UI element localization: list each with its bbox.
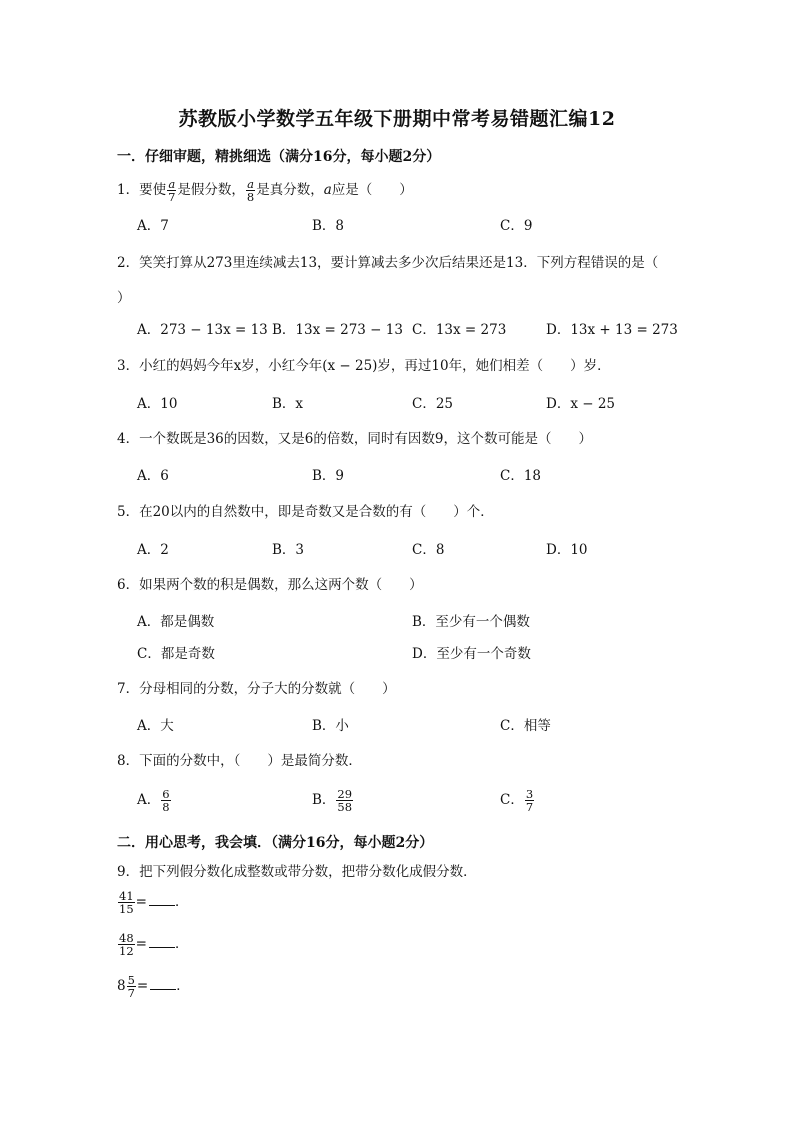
question-6: 6．如果两个数的积是偶数，那么这两个数（ ） [117, 577, 423, 593]
fill-in-item: 8 $\frac{5}{7}$ = ． [117, 973, 190, 1000]
question-4: 4．一个数既是36的因数，又是6的倍数，同时有因数9，这个数可能是（ ） [117, 431, 592, 447]
option[interactable]: A．大 [137, 718, 174, 734]
question-7: 7．分母相同的分数，分子大的分数就（ ） [117, 681, 396, 697]
option[interactable]: D．10 [546, 542, 588, 558]
option[interactable]: A．6 [137, 468, 169, 484]
fraction: $\frac{3}{7}$ [525, 787, 534, 814]
option[interactable]: C．9 [500, 218, 533, 234]
option[interactable]: A．273 − 13x = 13 [137, 322, 268, 338]
question-1: 1．要使 $\frac{a}{7}$ 是假分数， $\frac{a}{8}$ 是真分数，a应是（ ） [117, 177, 413, 204]
option[interactable]: B．小 [312, 718, 349, 734]
option[interactable]: C．13x = 273 [412, 322, 507, 338]
option[interactable]: D．x − 25 [546, 396, 616, 412]
fraction: $\frac{a}{7}$ [168, 177, 176, 204]
section-1-heading: 一．仔细审题，精挑细选（满分16分，每小题2分） [117, 149, 441, 165]
question-9: 9．把下列假分数化成整数或带分数，把带分数化成假分数． [117, 864, 477, 880]
option[interactable]: C．都是奇数 [137, 646, 215, 662]
option[interactable]: B．至少有一个偶数 [412, 614, 530, 630]
fraction: $\frac{48}{12}$ [119, 931, 134, 958]
option[interactable]: B． $\frac{29}{58}$ [312, 787, 353, 814]
fraction: $\frac{5}{7}$ [127, 973, 135, 1000]
fill-in-item: $\frac{48}{12}$ = ． [119, 931, 189, 958]
fill-in-item: $\frac{41}{15}$ = ． [119, 889, 189, 916]
question-2-continued: ） [117, 290, 131, 306]
fraction: $\frac{29}{58}$ [337, 787, 353, 814]
option[interactable]: C．25 [412, 396, 454, 412]
option[interactable]: C． $\frac{3}{7}$ [500, 787, 534, 814]
question-2: 2．笑笑打算从273里连续减去13，要计算减去多少次后结果还是13．下列方程错误的是（ [117, 255, 659, 271]
question-3: 3．小红的妈妈今年x岁，小红今年(x − 25)岁，再过10年，她们相差（ ）岁． [117, 358, 611, 374]
option[interactable]: A．都是偶数 [137, 614, 215, 630]
fraction: $\frac{a}{8}$ [246, 177, 255, 204]
option[interactable]: D．13x + 13 = 273 [546, 322, 678, 338]
option[interactable]: A． $\frac{6}{8}$ [137, 787, 170, 814]
option[interactable]: A．2 [137, 542, 169, 558]
option[interactable]: B．x [272, 396, 304, 412]
option[interactable]: B．3 [272, 542, 305, 558]
option[interactable]: C．18 [500, 468, 542, 484]
fraction: $\frac{41}{15}$ [119, 889, 134, 916]
page-title: 苏教版小学数学五年级下册期中常考易错题汇编12 [178, 108, 616, 130]
option[interactable]: D．至少有一个奇数 [412, 646, 531, 662]
section-2-heading: 二．用心思考，我会填．（满分16分，每小题2分） [117, 835, 434, 851]
answer-blank[interactable] [150, 979, 176, 990]
option[interactable]: C．8 [412, 542, 445, 558]
option[interactable]: B．8 [312, 218, 345, 234]
question-8: 8．下面的分数中，（ ）是最简分数． [117, 753, 362, 769]
fraction: $\frac{6}{8}$ [162, 787, 170, 814]
answer-blank[interactable] [149, 895, 175, 906]
option[interactable]: A．7 [137, 218, 169, 234]
option[interactable]: B．9 [312, 468, 345, 484]
option[interactable]: A．10 [137, 396, 178, 412]
option[interactable]: B．13x = 273 − 13 [272, 322, 403, 338]
question-5: 5．在20以内的自然数中，即是奇数又是合数的有（ ）个． [117, 504, 494, 520]
option[interactable]: C．相等 [500, 718, 551, 734]
answer-blank[interactable] [149, 937, 175, 948]
